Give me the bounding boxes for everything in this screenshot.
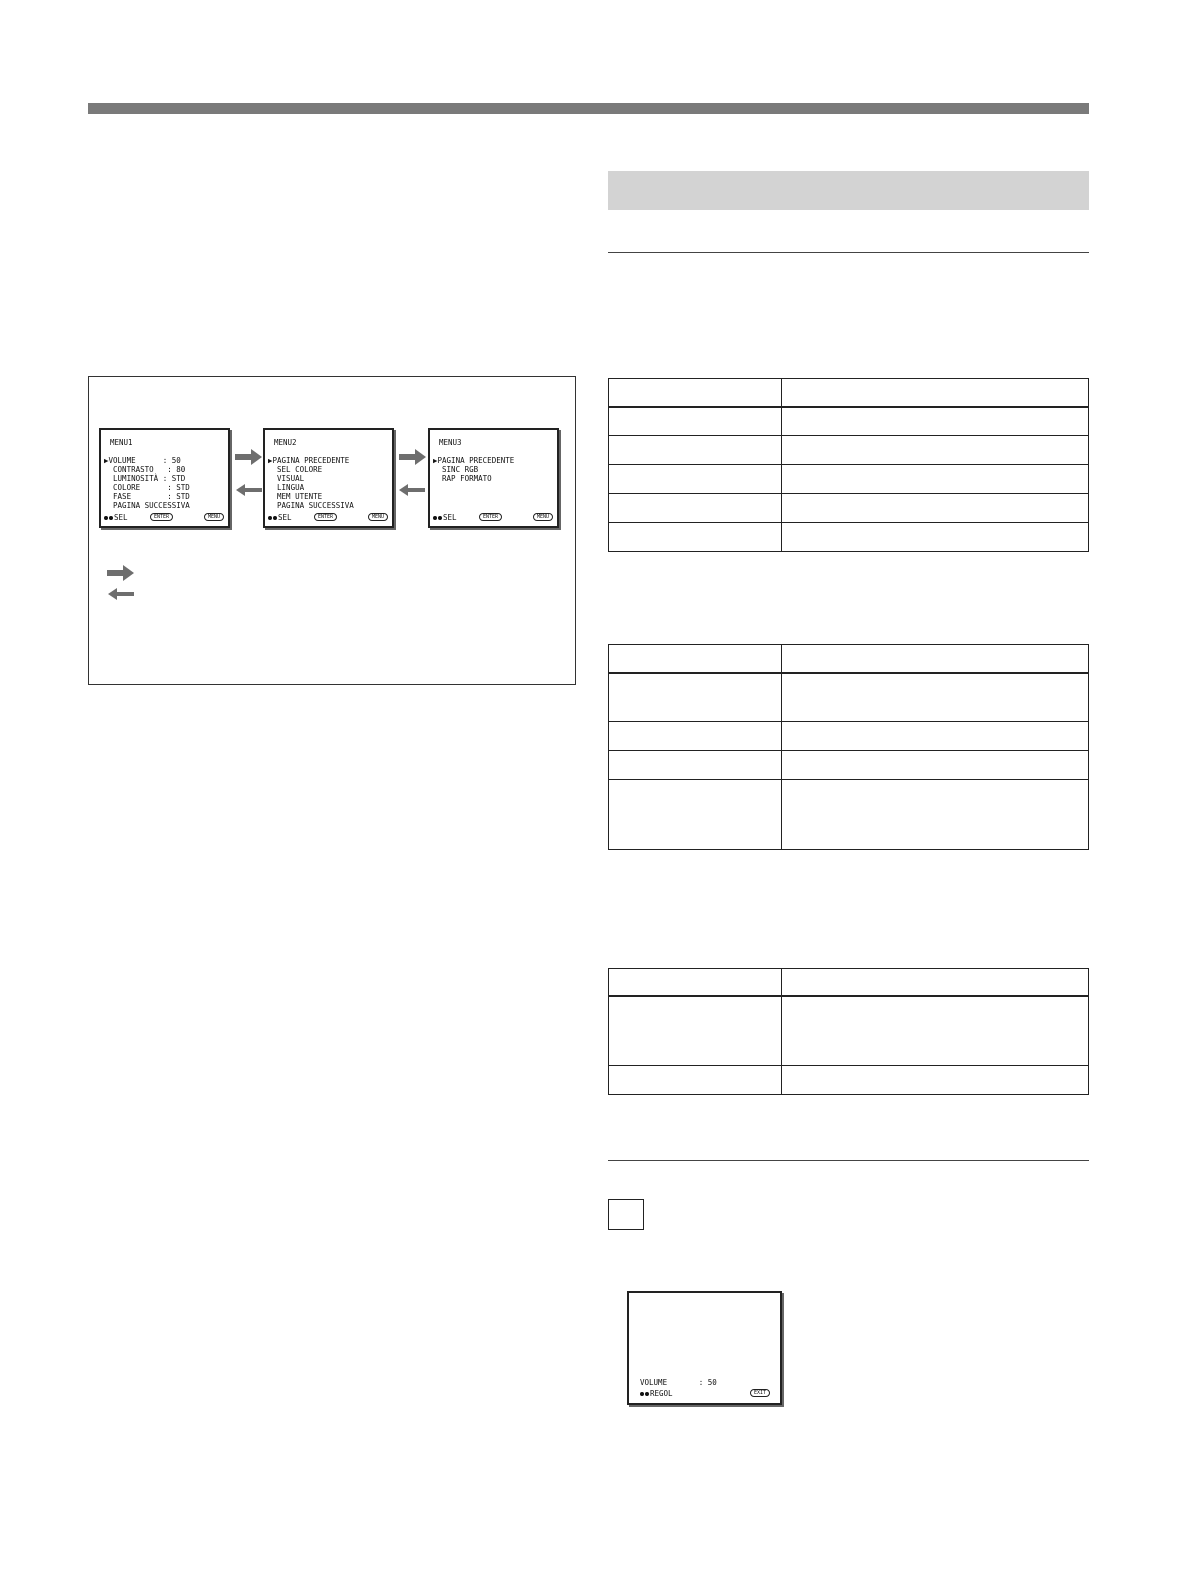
menu3-item: SINC RGB (433, 465, 479, 474)
table-cell (782, 379, 1089, 407)
table-row (609, 780, 1089, 850)
table-cell (609, 751, 782, 780)
exit-key-icon: EXIT (750, 1389, 770, 1397)
adjust-label: REGOL (650, 1389, 673, 1398)
table-cell (609, 722, 782, 751)
table-row (609, 996, 1089, 1066)
table-row (609, 465, 1089, 494)
table-cell (782, 436, 1089, 465)
menu2-title: MENU2 (274, 438, 297, 447)
menu2-item: PAGINA SUCCESSIVA (268, 501, 354, 510)
table-cell (609, 780, 782, 850)
arrow-right-icon (399, 449, 427, 465)
table-row (609, 523, 1089, 552)
table-cell (782, 1066, 1089, 1095)
table-cell (782, 465, 1089, 494)
menu2-item: LINGUA (268, 483, 305, 492)
updown-dot-icon (104, 516, 108, 520)
table-row (609, 1066, 1089, 1095)
menu1-item: ▶VOLUME : 50 (104, 456, 181, 465)
table-row (609, 436, 1089, 465)
menu3-item: ▶PAGINA PRECEDENTE (433, 456, 515, 465)
table-cell (782, 722, 1089, 751)
table-cell (609, 1066, 782, 1095)
table-cell (609, 673, 782, 722)
table-cell (782, 523, 1089, 552)
menu1-item: LUMINOSITÀ : STD (104, 474, 186, 483)
table-cell (782, 751, 1089, 780)
select-label: SEL (278, 513, 292, 522)
divider-line (608, 252, 1089, 253)
table-cell (609, 436, 782, 465)
menu1-item: COLORE : STD (104, 483, 190, 492)
menu1-item: PAGINA SUCCESSIVA (104, 501, 190, 510)
table-cell (609, 407, 782, 436)
table-cell (782, 969, 1089, 996)
menu2-item: SEL COLORE (268, 465, 323, 474)
table-row (609, 379, 1089, 407)
top-rule-bar (88, 103, 1089, 114)
step-number-box (608, 1199, 644, 1230)
table-2 (608, 644, 1089, 850)
arrow-left-icon (399, 484, 425, 496)
table-cell (609, 523, 782, 552)
menu3-title: MENU3 (439, 438, 462, 447)
select-label: SEL (443, 513, 457, 522)
table-cell (609, 494, 782, 523)
table-cell (782, 673, 1089, 722)
table-cell (609, 465, 782, 494)
legend-arrow-left-icon (108, 588, 134, 600)
table-cell (782, 407, 1089, 436)
menu2-item: VISUAL (268, 474, 305, 483)
menu-key-icon: MENU (368, 513, 388, 521)
menu1-item: CONTRASTO : 80 (104, 465, 186, 474)
table-row (609, 969, 1089, 996)
section-header-band (608, 171, 1089, 210)
updown-dot-icon (433, 516, 437, 520)
arrow-left-icon (236, 484, 262, 496)
table-3 (608, 968, 1089, 1095)
table-1 (608, 378, 1089, 552)
enter-key-icon: ENTER (479, 513, 502, 521)
enter-key-icon: ENTER (314, 513, 337, 521)
menu2-screen (263, 428, 394, 528)
leftright-dot-icon (640, 1392, 644, 1396)
leftright-dot-icon (645, 1392, 649, 1396)
updown-dot-icon (109, 516, 113, 520)
menu1-screen (99, 428, 230, 528)
enter-key-icon: ENTER (150, 513, 173, 521)
table-row (609, 645, 1089, 673)
table-row (609, 722, 1089, 751)
table-row (609, 494, 1089, 523)
select-hint (104, 513, 128, 522)
menu2-item: MEM UTENTE (268, 492, 323, 501)
table-cell (609, 969, 782, 996)
select-label: SEL (114, 513, 128, 522)
volume-row: VOLUME : 50 (640, 1378, 717, 1387)
select-hint (268, 513, 292, 522)
volume-screen (627, 1291, 782, 1405)
table-cell (782, 996, 1089, 1066)
table-cell (782, 645, 1089, 673)
updown-dot-icon (268, 516, 272, 520)
adjust-hint (640, 1389, 673, 1398)
legend-arrow-right-icon (107, 565, 135, 581)
menu2-item: ▶PAGINA PRECEDENTE (268, 456, 350, 465)
menu1-item: FASE : STD (104, 492, 190, 501)
select-hint (433, 513, 457, 522)
table-row (609, 673, 1089, 722)
table-row (609, 407, 1089, 436)
menu1-title: MENU1 (110, 438, 133, 447)
menu-diagram-frame (88, 376, 576, 685)
table-cell (609, 379, 782, 407)
updown-dot-icon (438, 516, 442, 520)
updown-dot-icon (273, 516, 277, 520)
table-cell (609, 645, 782, 673)
menu3-item: RAP FORMATO (433, 474, 492, 483)
table-row (609, 751, 1089, 780)
divider-line (608, 1160, 1089, 1161)
arrow-right-icon (235, 449, 263, 465)
menu-key-icon: MENU (204, 513, 224, 521)
menu-key-icon: MENU (533, 513, 553, 521)
table-cell (609, 996, 782, 1066)
menu3-screen (428, 428, 559, 528)
table-cell (782, 780, 1089, 850)
table-cell (782, 494, 1089, 523)
